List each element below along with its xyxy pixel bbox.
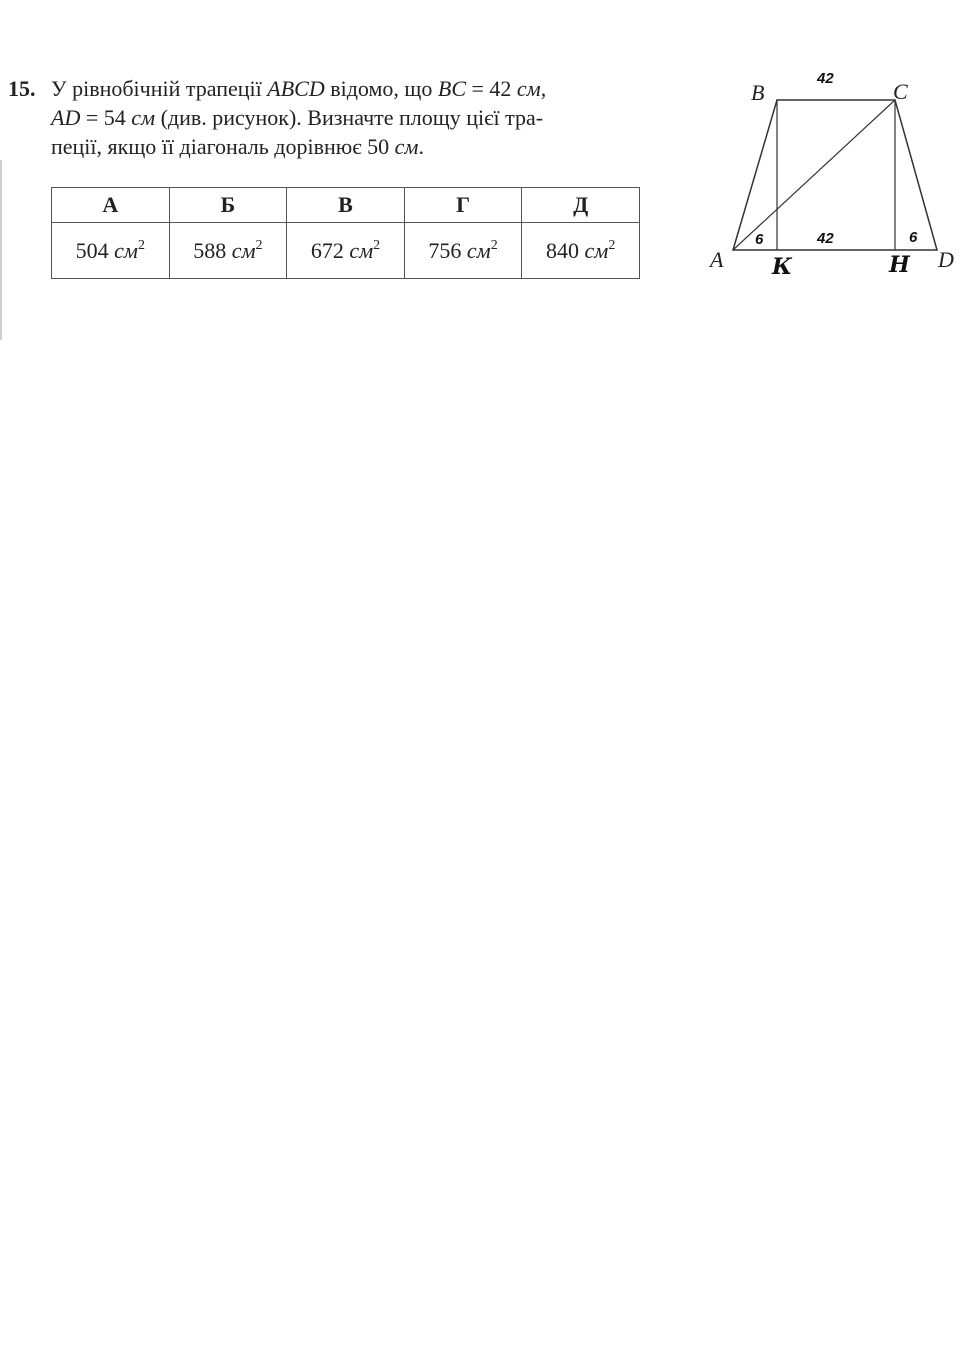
- diagonal-ac: [733, 100, 895, 250]
- answer-header-row: [52, 188, 640, 223]
- answer-unit: см: [349, 237, 374, 263]
- answer-unit: см: [114, 237, 138, 263]
- unit-cm: см: [516, 76, 541, 101]
- measure-ak: 6: [755, 231, 764, 248]
- answer-number: 756: [428, 237, 462, 263]
- foot-h-label: Н: [889, 252, 910, 278]
- measure-kh: 42: [817, 230, 834, 247]
- vertex-a-label: A: [710, 247, 724, 272]
- answer-number: 840: [546, 237, 580, 263]
- answer-value-row: [52, 223, 640, 279]
- answer-unit: см: [584, 237, 609, 263]
- unit-cm: см: [131, 105, 156, 130]
- text-fragment: = 42: [466, 76, 517, 101]
- answer-value-g: [404, 223, 522, 279]
- text-fragment: ,: [540, 76, 547, 101]
- text-fragment: = 54: [80, 105, 132, 130]
- answer-number: 588: [193, 237, 227, 263]
- text-fragment: пеції, якщо її діагональ дорівнює 50: [51, 134, 395, 159]
- trapezoid-outline: [733, 100, 937, 250]
- answer-power: 2: [255, 237, 263, 253]
- vertex-c-label: C: [893, 79, 908, 104]
- answer-value-a: [52, 223, 170, 279]
- page-edge-mark: [0, 160, 2, 340]
- problem-text: [51, 74, 641, 161]
- answer-unit: см: [231, 237, 256, 263]
- answer-number: 672: [310, 237, 344, 263]
- answer-power: 2: [373, 237, 381, 253]
- text-fragment: відомо, що: [324, 76, 438, 101]
- problem-number: 15.: [8, 76, 36, 101]
- trapezoid-drawing: [700, 60, 969, 290]
- text-fragment: .: [418, 134, 424, 159]
- problem-statement: [8, 74, 648, 161]
- trapezoid-figure: [700, 60, 969, 290]
- answer-table: [51, 187, 640, 279]
- answer-value-v: [287, 223, 405, 279]
- problem-line-3: [51, 132, 641, 161]
- answer-option-v: В: [287, 188, 405, 223]
- answer-value-d: [522, 223, 640, 279]
- answer-option-g: Г: [404, 188, 522, 223]
- answer-power: 2: [490, 237, 498, 253]
- unit-cm: см: [394, 134, 419, 159]
- text-fragment: У рівнобічній трапеції: [51, 76, 268, 101]
- answer-number: 504: [75, 237, 109, 263]
- vertex-d-label: D: [938, 247, 954, 272]
- answer-option-b: Б: [169, 188, 287, 223]
- segment-ad: AD: [51, 105, 81, 130]
- answer-option-d: Д: [522, 188, 640, 223]
- trapezoid-name: ABCD: [267, 76, 325, 101]
- answer-power: 2: [608, 237, 616, 253]
- measure-bc: 42: [817, 70, 834, 87]
- answer-power: 2: [137, 237, 145, 253]
- answer-unit: см: [466, 237, 491, 263]
- measure-hd: 6: [909, 229, 918, 246]
- answer-option-a: А: [52, 188, 170, 223]
- foot-k-label: К: [772, 254, 793, 280]
- problem-line-1: [51, 74, 641, 103]
- text-fragment: (див. рисунок). Визначте площу цієї тра-: [155, 105, 544, 130]
- vertex-b-label: B: [751, 80, 765, 105]
- answer-value-b: [169, 223, 287, 279]
- segment-bc: BC: [437, 76, 466, 101]
- problem-line-2: [51, 103, 641, 132]
